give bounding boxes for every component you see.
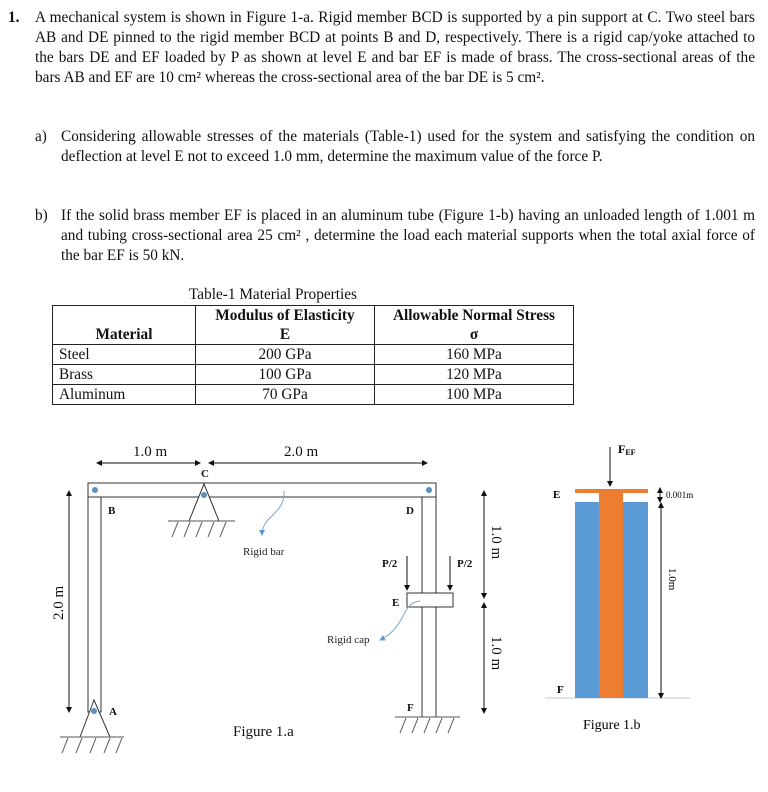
- load-right-label: P/2: [457, 558, 473, 570]
- label-e: E: [392, 597, 400, 609]
- part-b-label: b): [35, 207, 48, 224]
- dim-ef-label: 1.0 m: [488, 636, 504, 671]
- pin-support-a: [80, 700, 110, 737]
- label-e-b: E: [553, 489, 561, 501]
- part-b-text: If the solid brass member EF is placed in an aluminum tube (Figure 1-b) having an unloaded length of 1.001 m and tubing cross-sectional area 25 cm² , determine the load each material supports when the total axial force of the bar EF is 50 kN.: [61, 207, 755, 264]
- rigid-bar-label: Rigid bar: [243, 546, 285, 558]
- rigid-bar-bcd: [88, 483, 436, 497]
- part-a-label: a): [35, 128, 47, 145]
- dim-cd-label: 2.0 m: [284, 444, 319, 460]
- dim-ab-label: 2.0 m: [51, 585, 67, 620]
- table-title: Table-1 Material Properties: [189, 286, 357, 303]
- figure-1b-caption: Figure 1.b: [583, 718, 641, 733]
- label-d: D: [406, 505, 414, 517]
- rigid-cap-label: Rigid cap: [327, 634, 370, 646]
- pin-support-c: [189, 484, 219, 521]
- length-label: 1.0m: [666, 568, 678, 591]
- header-stress: Allowable Normal Stress σ: [375, 306, 574, 345]
- force-label: FEF: [618, 442, 636, 457]
- label-c: C: [201, 468, 209, 480]
- label-a: A: [109, 706, 117, 718]
- figure-1a-caption: Figure 1.a: [233, 724, 294, 740]
- label-f-b: F: [557, 684, 564, 696]
- table-row: Aluminum 70 GPa 100 MPa: [53, 385, 574, 405]
- label-b: B: [108, 505, 116, 517]
- rigid-cap-b: [575, 489, 648, 493]
- pin-dots: [91, 487, 432, 714]
- brass-bar: [599, 493, 623, 698]
- label-f: F: [407, 702, 414, 714]
- table-row: Brass 100 GPa 120 MPa: [53, 365, 574, 385]
- figure-1a: [60, 463, 484, 753]
- header-modulus: Modulus of Elasticity E: [196, 306, 375, 345]
- dim-bc-label: 1.0 m: [133, 444, 168, 460]
- dim-de-label: 1.0 m: [488, 525, 504, 560]
- part-a-text: Considering allowable stresses of the materials (Table-1) used for the system and satisfying the condition on deflection at level E not to exceed 1.0 mm, determine the maximum value of the force P.: [61, 128, 755, 165]
- rigid-bar-pointer: [262, 491, 284, 535]
- load-left-label: P/2: [382, 558, 398, 570]
- header-material: Material: [53, 306, 196, 345]
- table-row: Steel 200 GPa 160 MPa: [53, 345, 574, 365]
- gap-label: 0.001m: [666, 490, 694, 500]
- bar-ab: [88, 497, 101, 712]
- problem-number: 1.: [8, 9, 20, 26]
- problem-intro: A mechanical system is shown in Figure 1-a. Rigid member BCD is supported by a pin support at C. Two steel bars AB and DE pinned to the rigid member BCD at points B and D, respectively. There is a rigid cap/yoke attached to the bars DE and EF loaded by P as shown at level E and bar EF is made of brass. The cross-sectional areas of the bars AB and EF are 10 cm² whereas the cross-sectional area of the bar DE is 5 cm².: [35, 9, 755, 86]
- rigid-cap: [407, 593, 453, 607]
- figure-1b: [545, 442, 693, 733]
